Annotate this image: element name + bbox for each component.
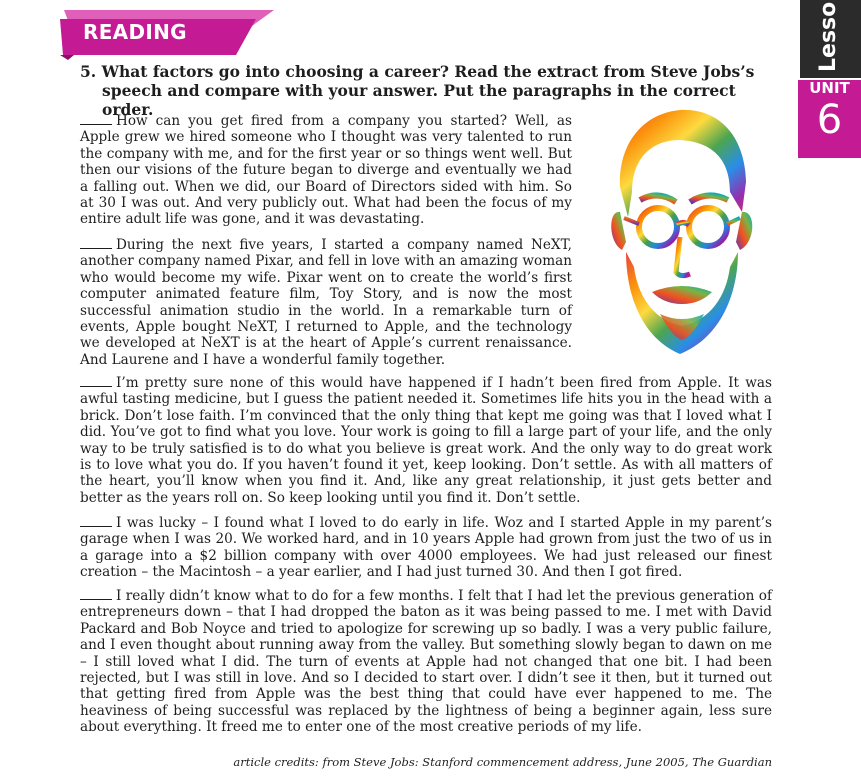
portrait-face <box>611 110 752 354</box>
paragraph-4 <box>80 515 772 581</box>
paragraph-1 <box>80 113 572 228</box>
task-instruction: 5. What factors go into choosing a career? Read the extract from Steve Jobs’s speech and compare with your answer. Put the paragraphs in the correct order. <box>80 62 755 119</box>
answer-blank-3[interactable] <box>80 375 112 387</box>
section-banner <box>60 9 278 61</box>
paragraph-5-text: I really didn’t know what to do for a few months. I felt that I had let the previous generation of entrepreneurs down – that I had dropped the baton as it was being passed to me. I met with David Packard and Bob Noyce and tried to apologize for screwing up so badly. I was a very public failure, and I even thought about running away from the valley. But something slowly began to dawn on me – I still loved what I did. The turn of events at Apple had not changed that one bit. I had been rejected, but I was still in love. And so I decided to start over. I didn’t see it then, but it turned out that getting fired from Apple was the best thing that could have ever happened to me. The heaviness of being successful was replaced by the lightness of being a beginner again, less sure about everything. It freed me to enter one of the most creative periods of my life. <box>80 588 772 736</box>
lesson-tab <box>800 0 861 78</box>
answer-blank-2[interactable] <box>80 237 112 249</box>
paragraph-1-text: How can you get fired from a company you started? Well, as Apple grew we hired someone who I thought was very talented to run the company with me, and for the first year or so things went well. But then our visions of the future began to diverge and eventually we had a falling out. When we did, our Board of Directors sided with him. So at 30 I was out. And very publicly out. What had been the focus of my entire adult life was gone, and it was devastating. <box>80 113 572 228</box>
unit-badge <box>798 80 861 158</box>
paragraph-3-text: I’m pretty sure none of this would have happened if I hadn’t been fired from Apple. It was awful tasting medicine, but I guess the patient needed it. Sometimes life hits you in the head with a brick. Don’t lose faith. I’m convinced that the only thing that kept me going was that I loved what I did. You’ve got to find what you love. Your work is going to fill a large part of your life, and the only way to be truly satisfied is to do what you believe is great work. And the only way to do great work is to love what you do. If you haven’t found it yet, keep looking. Don’t settle. As with all matters of the heart, you’ll know when you find it. And, like any great relationship, it just gets better and better as the years roll on. So keep looking until you find it. Don’t settle. <box>80 375 772 506</box>
paragraph-5 <box>80 588 772 736</box>
article-credits: article credits: from Steve Jobs: Stanford commencement address, June 2005, The Guardian <box>233 755 772 769</box>
section-title: READING <box>83 20 187 44</box>
paragraph-2 <box>80 237 572 368</box>
paragraph-4-text: I was lucky – I found what I loved to do early in life. Woz and I started Apple in my parent’s garage when I was 20. We worked hard, and in 10 years Apple had grown from just the two of us in a garage into a $2 billion company with over 4000 employees. We had just released our finest creation – the Macintosh – a year earlier, and I had just turned 30. And then I got fired. <box>80 515 772 581</box>
lesson-tab-label: Lesso <box>816 1 841 72</box>
unit-label: UNIT <box>809 79 850 97</box>
answer-blank-5[interactable] <box>80 588 112 600</box>
paragraph-3 <box>80 375 772 506</box>
unit-number: 6 <box>816 97 843 143</box>
portrait-illustration <box>580 92 780 392</box>
paragraph-2-text: During the next five years, I started a company named NeXT, another company named Pixar, and fell in love with an amazing woman who would become my wife. Pixar went on to create the world’s first computer animated feature film, Toy Story, and is now the most successful animation studio in the world. In a remarkable turn of events, Apple bought NeXT, I returned to Apple, and the technology we developed at NeXT is at the heart of Apple’s current renaissance. And Laurene and I have a wonderful family together. <box>80 237 572 368</box>
answer-blank-1[interactable] <box>80 113 112 125</box>
answer-blank-4[interactable] <box>80 515 112 527</box>
